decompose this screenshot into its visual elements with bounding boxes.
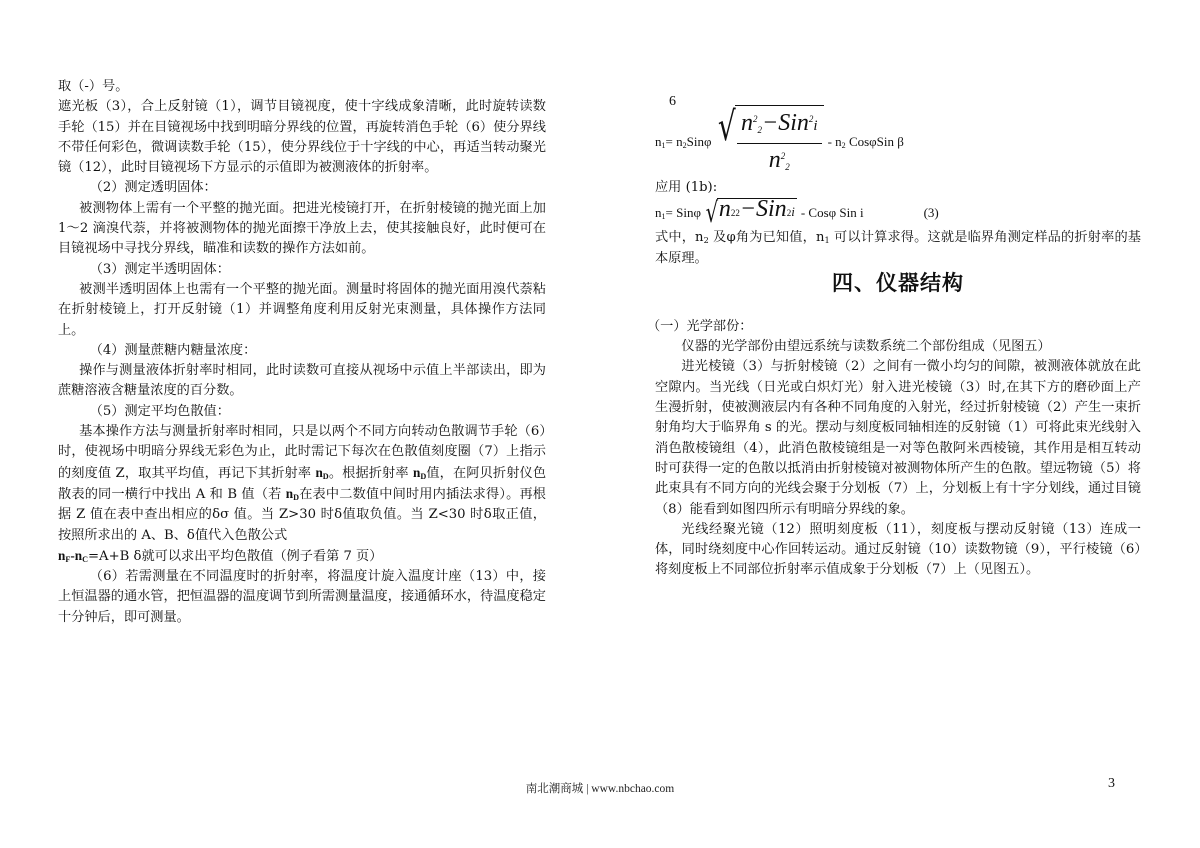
equation-number: (3) bbox=[923, 205, 939, 221]
symbol-nd: $n_D$ bbox=[315, 464, 329, 481]
symbol-nc: $n_C$ bbox=[74, 547, 88, 564]
fraction-denominator: $n^22$ bbox=[768, 147, 790, 174]
page-number: 3 bbox=[1108, 776, 1115, 791]
paragraph-reading-system: 光线经聚光镜（12）照明刻度板（11），刻度板与摆动反射镜（13）连成一体，同时绕刻度中心作回转运动。通过反射镜（10）读数物镜（9），平行棱镜（6）将刻度板上不同部位折射率示值成象于分划板（7）上（见图五）。 bbox=[655, 521, 1141, 578]
square-root: √ n 2 2 − Sin 2 i bbox=[705, 196, 795, 230]
subsection-heading: （一）光学部份： bbox=[647, 318, 753, 334]
paragraph-sugar-concentration: 操作与测量液体折射率时相同，此时读数可直接从视场中示值上半部读出，即为蔗糖溶液含糖量浓度的百分数。 bbox=[58, 363, 546, 399]
formula-explanation: 式中，$n_2$ 及φ角为已知值，$n_1$ 可以计算求得。这就是临界角测定样品的折射率的基本原理。 bbox=[655, 230, 1141, 266]
dispersion-formula: $n_F-n_C=A+B$ δ就可以求出平均色散值（例子看第 7 页） bbox=[58, 547, 383, 564]
symbol-nf: $n_F$ bbox=[58, 547, 71, 564]
formula-3: $n_1= Sin\varphi$ √ n 2 2 − Sin 2 i - Cosφ Sin i (3) bbox=[655, 196, 939, 230]
formula-1: $n_1= n_2Sin\varphi$ √ $\frac{n^22-Sin^2i}{n^22}$ - $n_2$ CosφSin β bbox=[655, 116, 1141, 168]
heading-translucent-solid: （3）测定半透明固体： bbox=[89, 261, 230, 277]
fraction-numerator: $n^22-Sin^2i$ bbox=[737, 106, 822, 144]
radical-sign-icon: √ bbox=[705, 196, 719, 230]
heading-dispersion: （5）测定平均色散值： bbox=[89, 403, 230, 419]
paragraph-sign: 取（-）号。 bbox=[58, 79, 129, 94]
paragraph-transparent-solid: 被测物体上需有一个平整的抛光面。把进光棱镜打开，在折射棱镜的抛光面上加 1～2 滴溴代萘，并将被测物体的抛光面擦干净放上去，使其接触良好，此时便可在目镜视场中寻找分界线，瞄准和读数的操作方法如前。 bbox=[58, 200, 546, 257]
page-footer: 南北潮商城 | www.nbchao.com bbox=[525, 783, 675, 795]
symbol-nd: $n_D$ bbox=[285, 485, 300, 502]
page-marker: 6 bbox=[669, 94, 676, 109]
symbol-nd: $n_D$ bbox=[412, 464, 427, 481]
heading-sugar-concentration: （4）测量蔗糖内糖量浓度： bbox=[89, 342, 257, 358]
section-title: 四、仪器结构 bbox=[832, 270, 964, 295]
right-column bbox=[647, 92, 1141, 581]
paragraph-translucent-solid: 被测半透明固体上也需有一个平整的抛光面。测量时将固体的抛光面用溴代萘粘在折射棱镜上，打开反射镜（1）并调整角度利用反射光束测量，具体操作方法同上。 bbox=[58, 281, 546, 338]
left-column bbox=[58, 77, 546, 628]
heading-transparent-solid: （2）测定透明固体： bbox=[89, 180, 217, 196]
paragraph-dispersion: 基本操作方法与测量折射率时相同，只是以两个不同方向转动色散调节手轮（6）时，使视场中明暗分界线无彩色为止，此时需记下每次在色散值刻度圈（7）上指示的刻度值 Z，取其平均值，再记下其折射率 $n_D$。根据折射率 $n_D$值，在阿贝折射仪色散表的同一横行中找出 A 和 B 值（若 $n_D$在表中二数值中间时用内插法求得）。再根据 Z 值在表中查出相应的δσ 值。当 Z>30 时δ值取负值。当 Z<30 时δ取正值，按照所求出的 A、B、δ值代入色散公式 bbox=[58, 424, 547, 543]
paragraph-liquid-procedure: 遮光板（3），合上反射镜（1），调节目镜视度，使十字线成象清晰，此时旋转读数手轮（15）并在目镜视场中找到明暗分界线的位置，再旋转消色手轮（6）使分界线不带任何彩色，微调读数手轮（15），使分界线位于十字线的中心，再适当转动聚光镜（12），此时目镜视场下方显示的示值即为被测液体的折射率。 bbox=[58, 99, 546, 176]
paragraph-temperature: （6）若需测量在不同温度时的折射率，将温度计旋入温度计座（13）中，接上恒温器的通水管，把恒温器的温度调节到所需测量温度，接通循环水，待温度稳定十分钟后，即可测量。 bbox=[58, 569, 546, 625]
radical-sign-icon: √ bbox=[717, 104, 736, 151]
square-root bbox=[714, 105, 824, 179]
paragraph-optical-overview: 仪器的光学部份由望远系统与读数系统二个部份组成（见图五） bbox=[681, 339, 1051, 355]
apply-label: 应用 (1b): bbox=[655, 180, 718, 195]
paragraph-prism-path: 进光棱镜（3）与折射棱镜（2）之间有一微小均匀的间隙，被测液体就放在此空隙内。当光线（日光或白炽灯光）射入进光棱镜（3）时,在其下方的磨砂面上产生漫折射，使被测液层内有各种不同角度的入射光，经过折射棱镜（2）产生一束折射角均大于临界角 s 的光。摆动与刻度板同轴相连的反射镜（1）可将此束光线射入消色散棱镜组（4），此消色散棱镜组是一对等色散阿米西棱镜，其作用是相互转动时可获得一定的色散以抵消由折射棱镜对被测物体所产生的色散。望远物镜（5）将此束具有不同方向的光线会聚于分划板（7）上，分划板上有十字分划线，通过目镜（8）能看到如图四所示有明暗分界线的象。 bbox=[655, 359, 1141, 517]
